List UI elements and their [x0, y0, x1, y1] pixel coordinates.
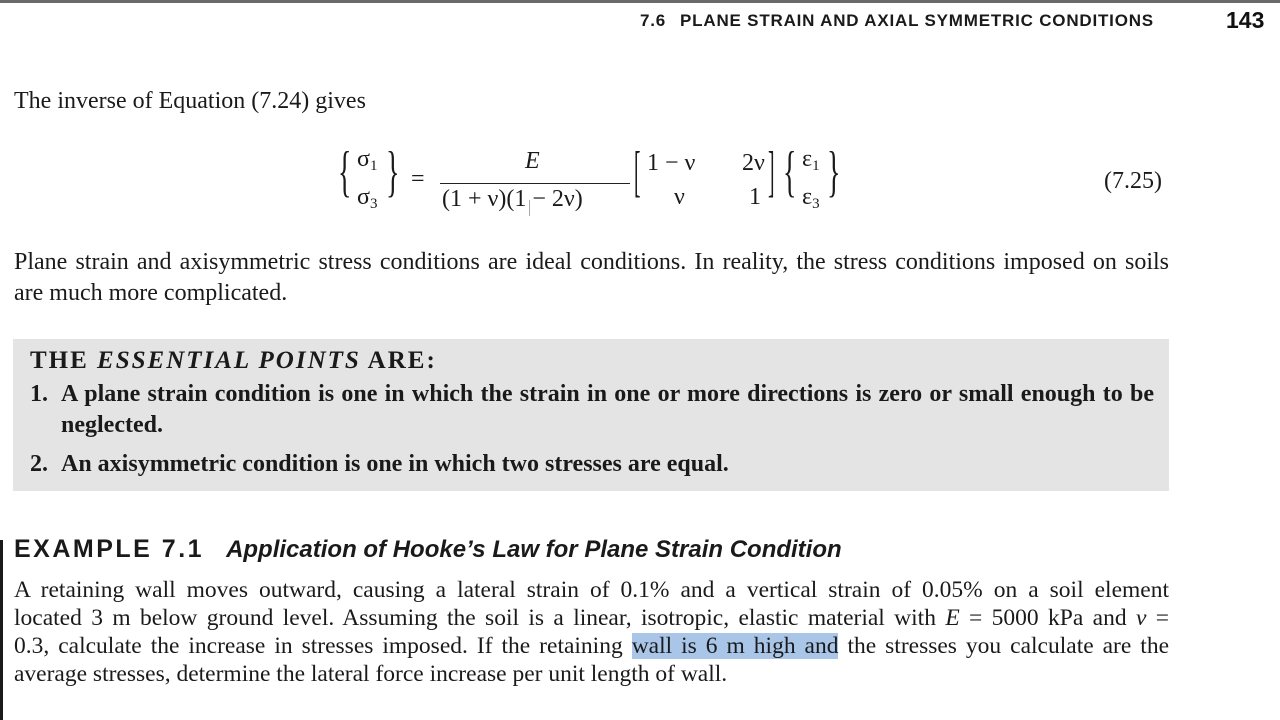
selected-text-highlight[interactable]: wall is 6 m high and [631, 633, 839, 659]
example-heading [14, 535, 842, 564]
example-title: Application of Hooke’s Law for Plane Strain Condition [226, 536, 842, 563]
section-heading [640, 11, 1154, 31]
matrix-left-bracket: [ [634, 141, 641, 203]
example-line-4: average stresses, determine the lateral force increase per unit length of wall. [14, 661, 728, 687]
point-number: 2. [30, 451, 48, 477]
example-label: EXAMPLE 7.1 [14, 535, 205, 563]
example-margin-bar [0, 540, 3, 720]
numerator: E [525, 148, 540, 174]
matrix-cell-21: ν [674, 184, 685, 210]
rhs-top: $\varepsilon_1$ [802, 146, 820, 174]
rhs-right-brace: } [827, 141, 841, 203]
essential-points-heading: THE ESSENTIAL POINTS ARE: [30, 347, 437, 374]
essential-point-1 [30, 379, 1154, 441]
essential-points-box [13, 339, 1169, 491]
rhs-bottom: $\varepsilon_3$ [802, 184, 820, 212]
equation-number: (7.25) [1104, 168, 1162, 194]
text-cursor-icon [529, 200, 536, 216]
section-number: 7.6 [640, 11, 667, 30]
top-rule [0, 0, 1280, 3]
lhs-bottom: $\sigma_3$ [357, 184, 378, 212]
lhs-top: $\sigma_1$ [357, 146, 378, 174]
essential-point-2 [30, 449, 1154, 480]
intro-paragraph: The inverse of Equation (7.24) gives [14, 88, 366, 114]
example-body [14, 576, 1169, 688]
example-line-3: 0.3, calculate the increase in stresses imposed. If the retaining wall is 6 m high and the stresses you calculate are the [14, 633, 1170, 659]
running-header [0, 7, 1280, 34]
left-brace: { [338, 141, 352, 203]
equals-sign: = [411, 166, 425, 192]
fraction-bar [440, 183, 630, 184]
page-number: 143 [1226, 7, 1265, 33]
rhs-left-brace: { [783, 141, 797, 203]
paragraph-ideal-conditions: Plane strain and axisymmetric stress conditions are ideal conditions. In reality, the stress conditions imposed on soils are much more complicated. [14, 249, 1169, 306]
matrix-cell-12: 2ν [742, 150, 765, 176]
matrix-cell-22: 1 [749, 184, 761, 210]
right-brace: } [386, 141, 400, 203]
point-text: A plane strain condition is one in which the strain in one or more directions is zero or small enough to be neglected. [61, 381, 1154, 438]
matrix-cell-11: 1 − ν [647, 150, 696, 176]
section-title: PLANE STRAIN AND AXIAL SYMMETRIC CONDITIONS [680, 11, 1154, 30]
equation-7-25 [0, 140, 1280, 230]
matrix-right-bracket: ] [768, 141, 775, 203]
point-number: 1. [30, 381, 48, 407]
point-text: An axisymmetric condition is one in which two stresses are equal. [61, 451, 729, 477]
example-line-2: located 3 m below ground level. Assuming the soil is a linear, isotropic, elastic material with E = 5000 kPa and ν = [14, 605, 1169, 631]
denominator: (1 + ν)(1 − 2ν) [442, 186, 583, 212]
example-line-1: A retaining wall moves outward, causing a lateral strain of 0.1% and a vertical strain of 0.05% on a soil element [14, 577, 1169, 603]
